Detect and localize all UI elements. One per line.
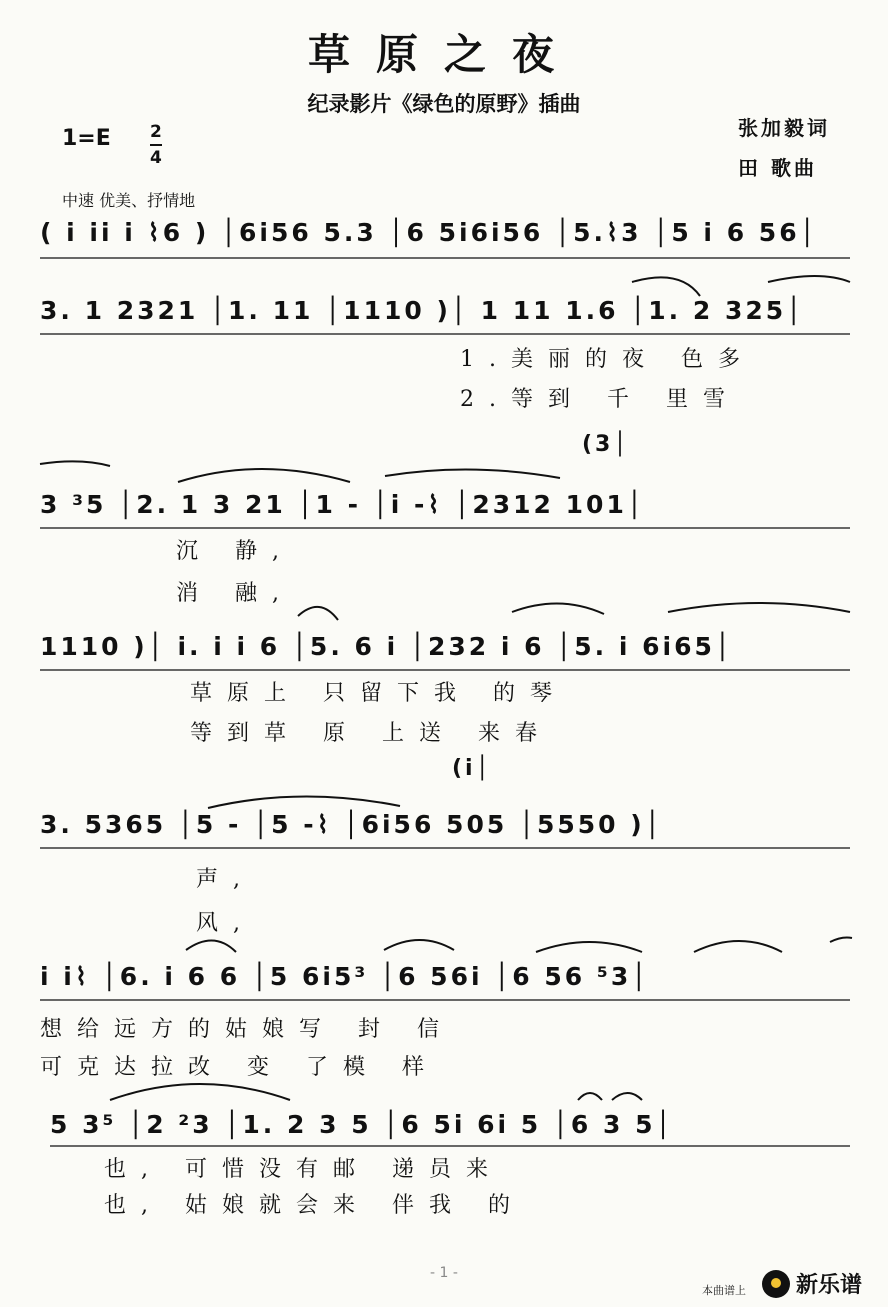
score-row-1: ( i ii i ⌇6 ) │6i56 5.3 │6 5i6i56 │5.⌇3 │5 i 6 56│ [40,218,818,247]
lyrics-row-2-verse-2: 2.等到 千 里雪 [460,387,740,412]
lyrics-row-7-verse-2: 也, 姑娘就会来 伴我 的 [104,1193,525,1218]
score-row-6: i i⌇ │6. i 6 6 │5 6i5³ │6 56i │6 56 ⁵3│ [40,962,650,991]
repeat-bracket-row-5: (i│ [452,756,492,781]
song-subtitle: 纪录影片《绿色的原野》插曲 [307,91,581,116]
source-label: 本曲谱上 [702,1284,746,1297]
score-row-5: 3. 5365 │5 - │5 -⌇ │6i56 505 │5550 )│ [40,810,663,839]
page-number: - 1 - [430,1265,458,1281]
song-title: 草原之夜 [307,30,580,79]
lyrics-row-3-verse-1: 沉 静, [176,539,294,564]
brand-logo-icon [762,1270,790,1298]
brand-name: 新乐谱 [796,1273,863,1298]
time-signature-bottom: 4 [150,144,162,170]
lyrics-row-4-verse-1: 草原上 只留下我 的琴 [190,681,567,706]
score-row-7: 5 3⁵ │2 ²3 │1. 2 3 5 │6 5i 6i 5 │6 3 5│ [50,1110,674,1139]
score-row-4: 1110 )│ i. i i 6 │5. 6 i │232 i 6 │5. i 6i65│ [40,632,733,661]
lyrics-row-5-verse-1: 声, [196,867,255,892]
time-signature-top: 2 [150,122,162,142]
lyrics-row-6-verse-1: 想给远方的姑娘写 封 信 [40,1017,454,1042]
score-row-2: 3. 1 2321 │1. 11 │1110 )│ 1 11 1.6 │1. 2 325│ [40,296,805,325]
lyrics-row-3-verse-2: 消 融, [176,581,294,606]
lyricist-credit: 张加毅词 [738,116,830,140]
score-row-3: 3 ³5 │2. 1 3 21 │1 - │i -⌇ │2312 101│ [40,490,645,519]
lyrics-row-6-verse-2: 可克达拉改 变 了模 样 [40,1055,439,1080]
lyrics-row-2-verse-1: 1.美丽的夜 色多 [460,347,755,372]
key-signature: 1=E [62,126,111,151]
lyrics-row-5-verse-2: 风, [196,911,255,936]
repeat-bracket-row-3: (3│ [582,432,630,457]
lyrics-row-4-verse-2: 等到草 原 上送 来春 [190,721,552,746]
composer-credit: 田 歌曲 [738,156,817,180]
lyrics-row-7-verse-1: 也, 可惜没有邮 递员来 [104,1157,503,1182]
tempo-marking: 中速 优美、抒情地 [62,191,196,210]
